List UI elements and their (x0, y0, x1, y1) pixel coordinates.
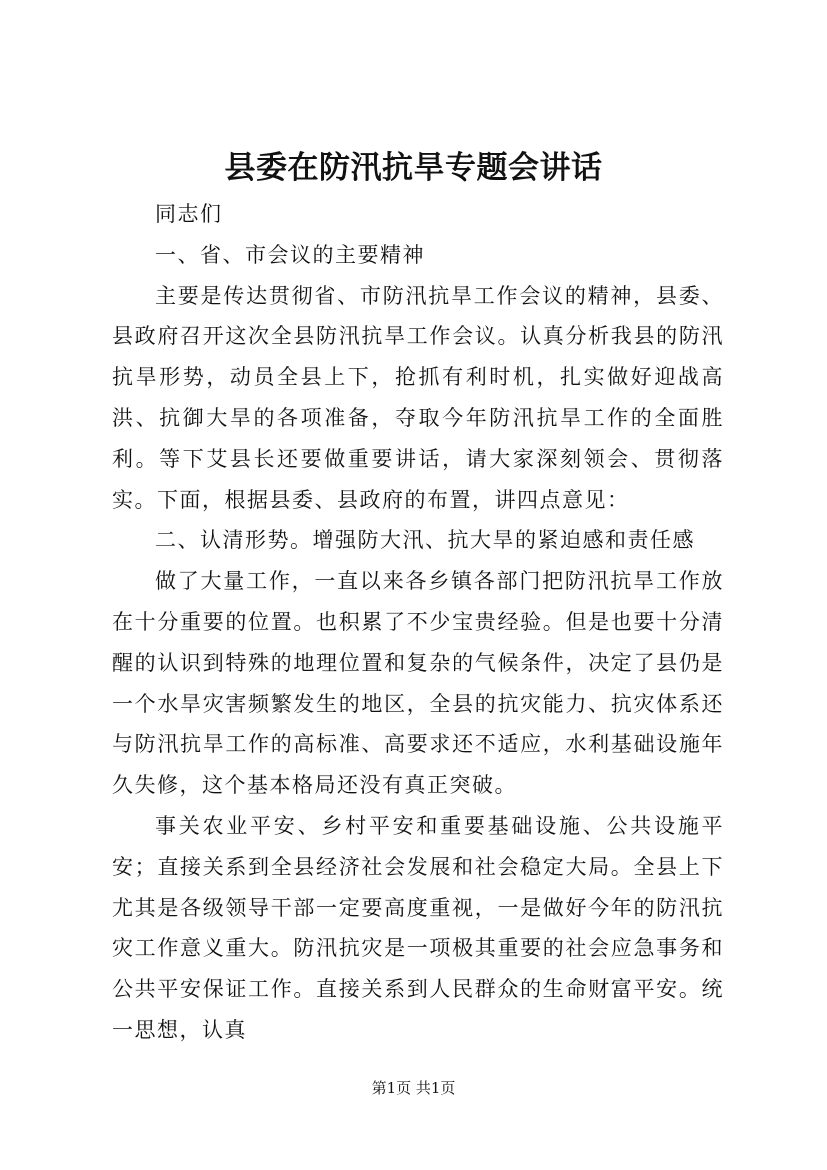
document-title: 县委在防汛抗旱专题会讲话 (224, 150, 603, 186)
paragraph: 主要是传达贯彻省、市防汛抗旱工作会议的精神，县委、县政府召开这次全县防汛抗旱工作会议。认真分析我县的防汛抗旱形势，动员全县上下，抢抓有利时机，扎实做好迎战高洪、抗御大旱的各项准备，夺取今年防汛抗旱工作的全面胜利。等下艾县长还要做重要讲话，请大家深刻领会、贯彻落实。下面，根据县委、县政府的布置，讲四点意见： (112, 283, 724, 512)
section-heading-2: 二、认清形势。增强防大汛、抗大旱的紧迫感和责任感 (155, 528, 695, 553)
page-number-footer: 第1页 共1页 (371, 1079, 456, 1097)
salutation: 同志们 (155, 202, 223, 226)
paragraph: 做了大量工作，一直以来各乡镇各部门把防汛抗旱工作放在十分重要的位置。也积累了不少宝贵经验。但是也要十分清醒的认识到特殊的地理位置和复杂的气候条件，决定了县仍是一个水旱灾害频繁发生的地区，全县的抗灾能力、抗灾体系还与防汛抗旱工作的高标准、高要求还不适应，水利基础设施年久失修，这个基本格局还没有真正突破。 (112, 569, 724, 798)
paragraph: 事关农业平安、乡村平安和重要基础设施、公共设施平安；直接关系到全县经济社会发展和社会稳定大局。全县上下尤其是各级领导干部一定要高度重视，一是做好今年的防汛抗灾工作意义重大。防汛抗灾是一项极其重要的社会应急事务和公共平安保证工作。直接关系到人民群众的生命财富平安。统一思想，认真 (112, 813, 724, 1042)
document-body (112, 194, 724, 1051)
section-heading-1: 一、省、市会议的主要精神 (155, 242, 425, 267)
